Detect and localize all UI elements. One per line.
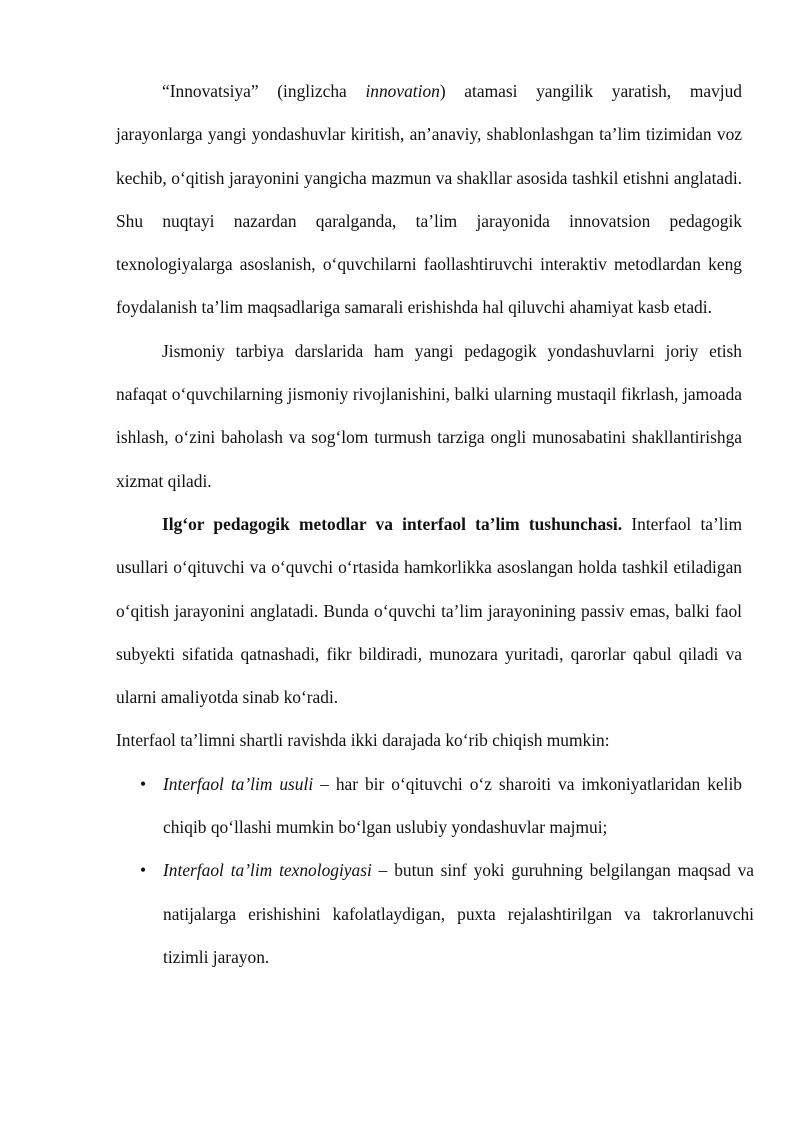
- list-item-text: – butun sinf yoki guruhning belgilangan maqsad va natijalarga erishishini kafolatlaydigan, puxta rejalashtirilgan va takrorlanuvchi tizimli jarayon.: [163, 860, 754, 967]
- list-item: [116, 849, 754, 979]
- bullet-icon: •: [140, 860, 147, 881]
- paragraph-text: Jismoniy tarbiya darslarida ham yangi pedagogik yondashuvlarni joriy etish nafaqat o‘quvchilarning jismoniy rivojlanishini, balki ularning mustaqil fikrlash, jamoada ishlash, o‘zini baholash va sog‘lom turmush tarziga ongli munosabatini shakllantirishga xizmat qiladi.: [116, 340, 742, 491]
- bullet-list: [116, 763, 754, 979]
- paragraph-ikki-daraja: [116, 719, 742, 762]
- list-item-text: – har bir o‘qituvchi o‘z sharoiti va imkoniyatlaridan kelib chiqib qo‘llashi mumkin bo‘lgan uslubiy yondashuvlar majmui;: [163, 773, 742, 838]
- paragraph-jismoniy-tarbiya: [116, 330, 742, 503]
- paragraph-interfaol-talim: [116, 503, 742, 719]
- italic-term: innovation: [365, 81, 440, 101]
- bullet-icon: •: [140, 773, 147, 794]
- paragraph-text-start: “Innovatsiya” (inglizcha: [162, 81, 366, 101]
- list-item-term: Interfaol ta’lim usuli: [163, 773, 314, 794]
- paragraph-text-end: ) atamasi yangilik yaratish, mavjud jarayonlarga yangi yondashuvlar kiritish, an’anaviy, shablonlashgan ta’lim tizimidan voz kechib, o‘qitish jarayonini yangicha mazmun va shakllar asosida tashkil etishni anglatadi. Shu nuqtayi nazardan qaralganda, ta’lim jarayonida innovatsion pedagogik texnologiyalarga asoslanish, o‘quvchilarni faollashtiruvchi interaktiv metodlardan keng foydalanish ta’lim maqsadlariga samarali erishishda hal qiluvchi ahamiyat kasb etadi.: [116, 81, 742, 318]
- paragraph-text: Interfaol ta’limni shartli ravishda ikki darajada ko‘rib chiqish mumkin:: [116, 730, 610, 751]
- section-heading: Ilg‘or pedagogik metodlar va interfaol ta’lim tushunchasi.: [162, 513, 623, 534]
- list-item: [116, 763, 742, 850]
- paragraph-text: Interfaol ta’lim usullari o‘qituvchi va o‘quvchi o‘rtasida hamkorlikka asoslangan holda tashkil etiladigan o‘qitish jarayonini anglatadi. Bunda o‘quvchi ta’lim jarayonining passiv emas, balki faol subyekti sifatida qatnashadi, fikr bildiradi, munozara yuritadi, qarorlar qabul qiladi va ularni amaliyotda sinab ko‘radi.: [116, 513, 743, 708]
- list-item-term: Interfaol ta’lim texnologiyasi: [163, 860, 372, 881]
- paragraph-innovatsiya: [116, 70, 742, 330]
- document-body: [116, 70, 754, 979]
